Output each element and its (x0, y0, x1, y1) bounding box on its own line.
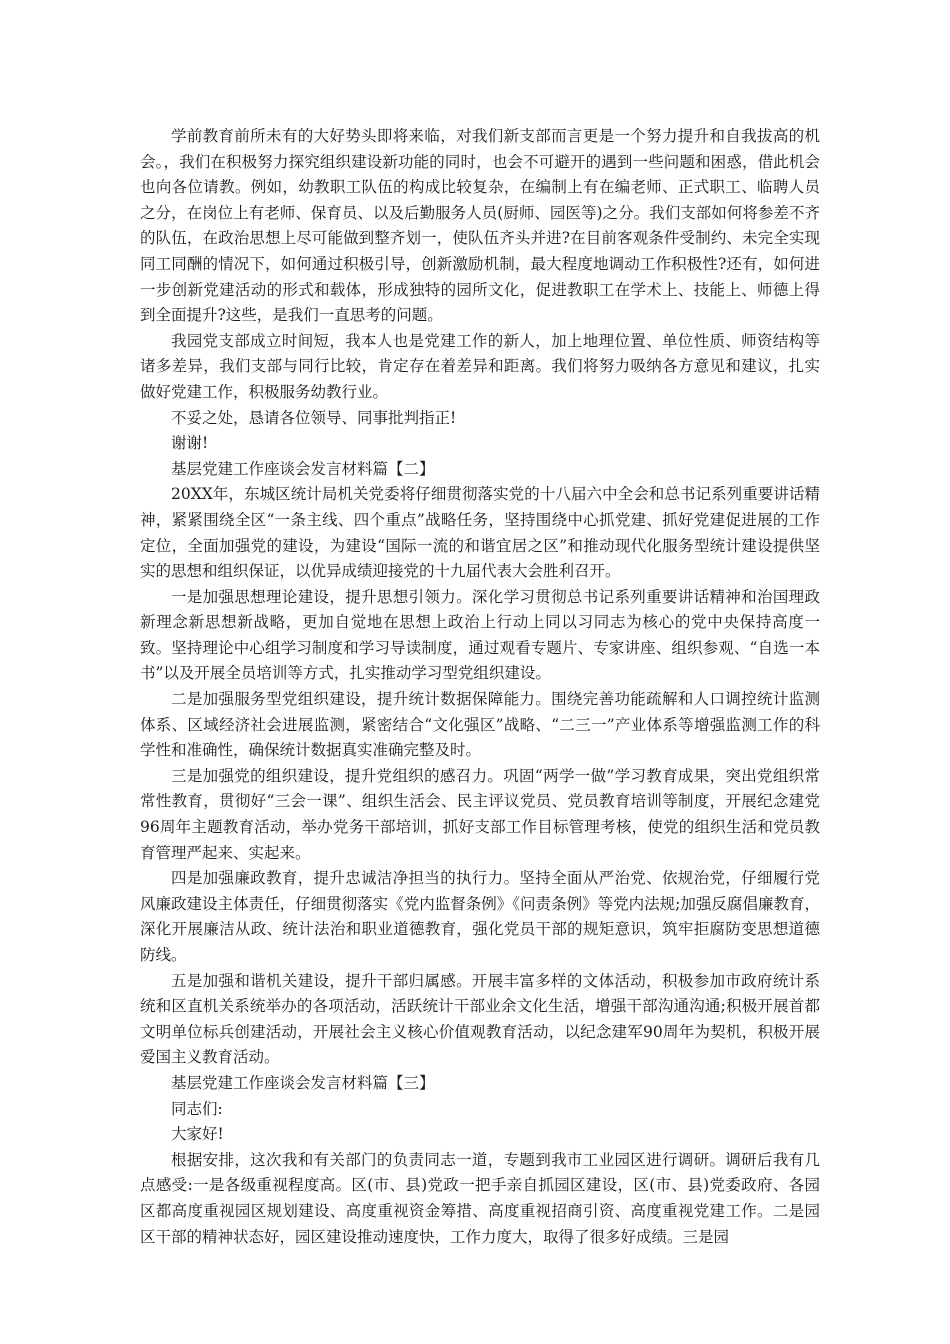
paragraph: 我园党支部成立时间短，我本人也是党建工作的新人，加上地理位置、单位性质、师资结构等诸多差异，我们支部与同行比较，肯定存在着差异和距离。我们将努力吸纳各方意见和建议，扎实做好党建工作，积极服务幼教行业。 (140, 331, 820, 401)
paragraph: 学前教育前所未有的大好势头即将来临，对我们新支部而言更是一个努力提升和自我拔高的机会。，我们在积极努力探究组织建设新功能的同时，也会不可避开的遇到一些问题和困惑，借此机会也向各位请教。例如，幼教职工队伍的构成比较复杂，在编制上有在编老师、正式职工、临聘人员之分，在岗位上有老师、保育员、以及后勤服务人员(厨师、园医等)之分。我们支部如何将参差不齐的队伍，在政治思想上尽可能做到整齐划一，使队伍齐头并进?在目前客观条件受制约、未完全实现同工同酬的情况下，如何通过积极引导，创新激励机制，最大程度地调动工作积极性?还有，如何进一步创新党建活动的形式和载体，形成独特的园所文化，促进教职工在学术上、技能上、师德上得到全面提升?这些，是我们一直思考的问题。 (140, 127, 820, 325)
greeting: 大家好! (171, 1125, 224, 1144)
section-heading: 基层党建工作座谈会发言材料篇【三】 (171, 1073, 435, 1092)
paragraph: 谢谢! (171, 434, 209, 453)
paragraph: 根据安排，这次我和有关部门的负责同志一道，专题到我市工业园区进行调研。调研后我有几点感受:一是各级重视程度高。区(市、县)党政一把手亲自抓园区建设，区(市、县)党委政府、各园区都高度重视园区规划建设、高度重视资金筹措、高度重视招商引资、高度重视党建工作。二是园区干部的精神状态好，园区建设推动速度快，工作力度大，取得了很多好成绩。三是园 (140, 1150, 820, 1246)
section-heading: 基层党建工作座谈会发言材料篇【二】 (171, 459, 435, 478)
salutation: 同志们: (171, 1099, 223, 1118)
paragraph: 五是加强和谐机关建设，提升干部归属感。开展丰富多样的文体活动，积极参加市政府统计系统和区直机关系统举办的各项活动，活跃统计干部业余文化生活，增强干部沟通沟通;积极开展首都文明单位标兵创建活动，开展社会主义核心价值观教育活动，以纪念建军90周年为契机，积极开展爱国主义教育活动。 (140, 971, 820, 1067)
paragraph: 四是加强廉政教育，提升忠诚洁净担当的执行力。坚持全面从严治党、依规治党，仔细履行党风廉政建设主体责任，仔细贯彻落实《党内监督条例》《问责条例》等党内法规;加强反腐倡廉教育，深化开展廉洁从政、统计法治和职业道德教育，强化党员干部的规矩意识，筑牢拒腐防变思想道德防线。 (140, 869, 820, 964)
paragraph: 不妥之处，恳请各位领导、同事批判指正! (171, 408, 457, 427)
paragraph: 二是加强服务型党组织建设，提升统计数据保障能力。围绕完善功能疏解和人口调控统计监测体系、区域经济社会进展监测，紧密结合“文化强区”战略、“二三一”产业体系等增强监测工作的科学性和准确性，确保统计数据真实准确完整及时。 (140, 690, 820, 760)
paragraph: 一是加强思想理论建设，提升思想引领力。深化学习贯彻总书记系列重要讲话精神和治国理政新理念新思想新战略，更加自觉地在思想上政治上行动上同以习同志为核心的党中央保持高度一致。坚持理论中心组学习制度和学习导读制度，通过观看专题片、专家讲座、组织参观、“自选一本书”以及开展全员培训等方式，扎实推动学习型党组织建设。 (140, 587, 820, 683)
paragraph: 20XX年，东城区统计局机关党委将仔细贯彻落实党的十八届六中全会和总书记系列重要讲话精神，紧紧围绕全区“一条主线、四个重点”战略任务，坚持围绕中心抓党建、抓好党建促进展的工作定位，全面加强党的建设，为建设“国际一流的和谐宜居之区”和推动现代化服务型统计建设提供坚实的思想和组织保证，以优异成绩迎接党的十九届代表大会胜利召开。 (140, 485, 820, 581)
paragraph: 三是加强党的组织建设，提升党组织的感召力。巩固“两学一做”学习教育成果，突出党组织常常性教育，贯彻好“三会一课”、组织生活会、民主评议党员、党员教育培训等制度，开展纪念建党96周年主题教育活动，举办党务干部培训，抓好支部工作目标管理考核，使党的组织生活和党员教育管理严起来、实起来。 (140, 766, 820, 862)
document-body (140, 124, 820, 1250)
